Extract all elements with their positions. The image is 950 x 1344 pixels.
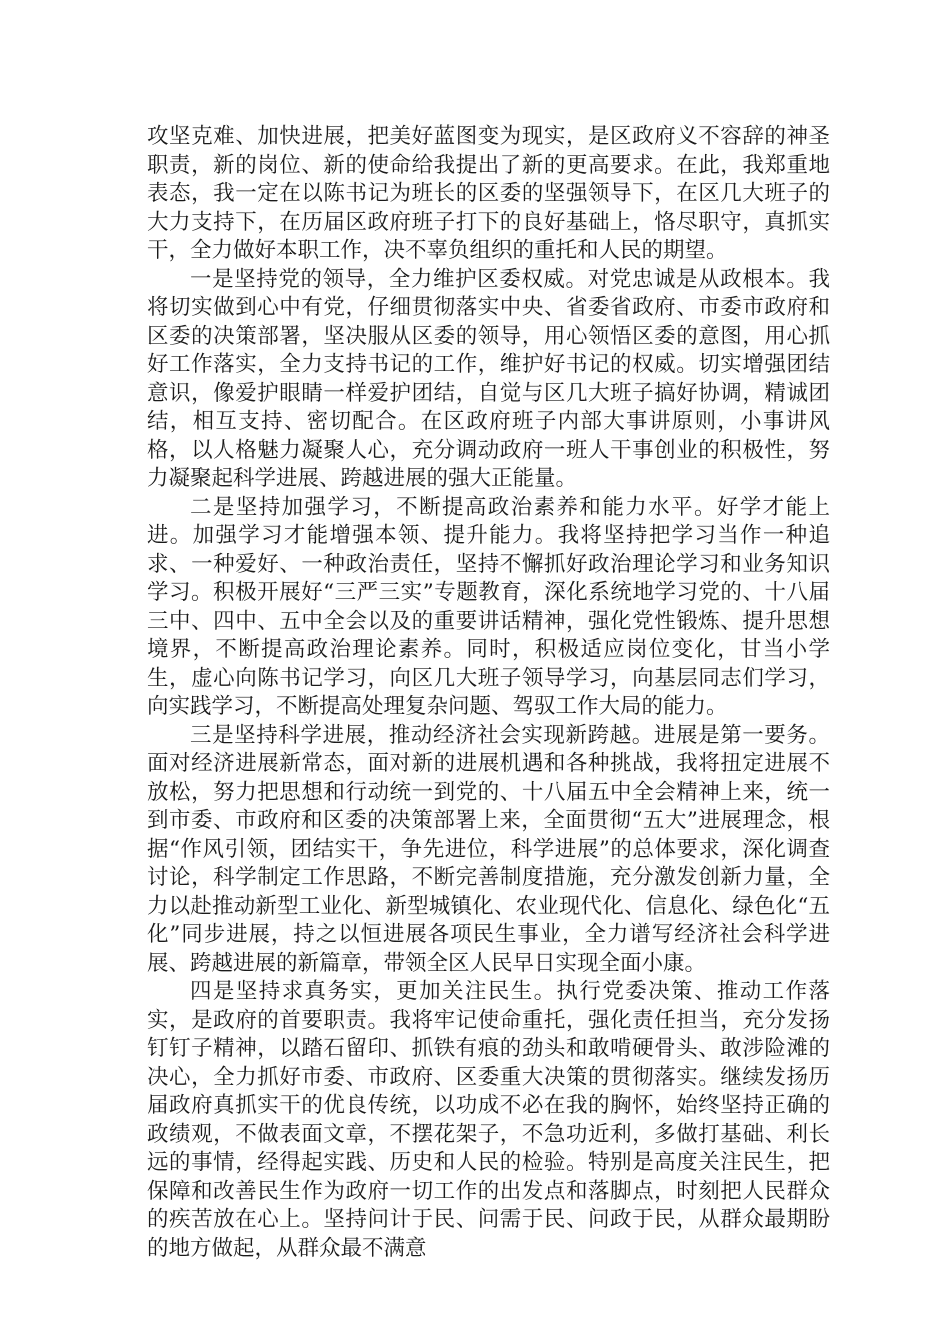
paragraph-study: 二是坚持加强学习，不断提高政治素养和能力水平。好学才能上进。加强学习才能增强本领、提升能力。我将坚持把学习当作一种追求、一种爱好、一种政治责任，坚持不懈抓好政治理论学习和业务知识学习。积极开展好“三严三实”专题教育，深化系统地学习党的、十八届三中、四中、五中全会以及的重要讲话精神，强化党性锻炼、提升思想境界，不断提高政治理论素养。同时，积极适应岗位变化，甘当小学生，虚心向陈书记学习，向区几大班子领导学习，向基层同志们学习，向实践学习，不断提高处理复杂问题、驾驭工作大局的能力。	[147, 494, 830, 719]
paragraph-scientific-development: 三是坚持科学进展，推动经济社会实现新跨越。进展是第一要务。面对经济进展新常态，面对新的进展机遇和各种挑战，我将扭定进展不放松，努力把思想和行动统一到党的、十八届五中全会精神上来，统一到市委、市政府和区委的决策部署上来，全面贯彻“五大”进展理念，根据“作风引领，团结实干，争先进位，科学进展”的总体要求，深化调查讨论，科学制定工作思路，不断完善制度措施，充分激发创新力量，全力以赴推动新型工业化、新型城镇化、农业现代化、信息化、绿色化“五化”同步进展，持之以恒进展各项民生事业，全力谱写经济社会科学进展、跨越进展的新篇章，带领全区人民早日实现全面小康。	[147, 722, 830, 976]
paragraph-livelihood: 四是坚持求真务实，更加关注民生。执行党委决策、推动工作落实，是政府的首要职责。我将牢记使命重托，强化责任担当，充分发扬钉钉子精神，以踏石留印、抓铁有痕的劲头和敢啃硬骨头、敢涉险滩的决心，全力抓好市委、市政府、区委重大决策的贯彻落实。继续发扬历届政府真抓实干的优良传统，以功成不必在我的胸怀，始终坚持正确的政绩观，不做表面文章，不摆花架子，不急功近利，多做打基础、利长远的事情，经得起实践、历史和人民的检验。特别是高度关注民生，把保障和改善民生作为政府一切工作的出发点和落脚点，时刻把人民群众的疾苦放在心上。坚持问计于民、问需于民、问政于民，从群众最期盼的地方做起，从群众最不满意	[147, 979, 830, 1261]
document-page	[147, 123, 830, 1263]
paragraph-party-leadership: 一是坚持党的领导，全力维护区委权威。对党忠诚是从政根本。我将切实做到心中有党，仔细贯彻落实中央、省委省政府、市委市政府和区委的决策部署，坚决服从区委的领导，用心领悟区委的意图，用心抓好工作落实，全力支持书记的工作，维护好书记的权威。切实增强团结意识，像爱护眼睛一样爱护团结，自觉与区几大班子搞好协调，精诚团结，相互支持、密切配合。在区政府班子内部大事讲原则，小事讲风格，以人格魅力凝聚人心，充分调动政府一班人干事创业的积极性，努力凝聚起科学进展、跨越进展的强大正能量。	[147, 266, 830, 491]
paragraph-intro: 攻坚克难、加快进展，把美好蓝图变为现实，是区政府义不容辞的神圣职责，新的岗位、新的使命给我提出了新的更高要求。在此，我郑重地表态，我一定在以陈书记为班长的区委的坚强领导下，在区几大班子的大力支持下，在历届区政府班子打下的良好基础上，恪尽职守，真抓实干，全力做好本职工作，决不辜负组织的重托和人民的期望。	[147, 124, 830, 263]
